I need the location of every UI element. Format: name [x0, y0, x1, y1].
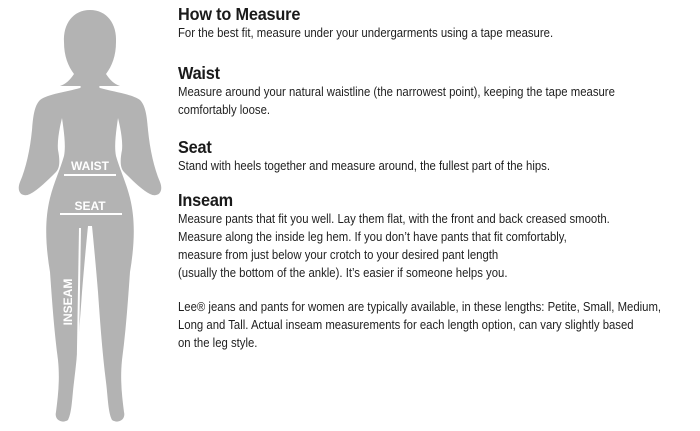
text-line: Measure along the inside leg hem. If you don’t have pants that fit comfortably,: [178, 229, 567, 244]
inseam-section: [178, 190, 696, 282]
figure-body: [19, 88, 162, 422]
text-line: Lee® jeans and pants for women are typically available, in these lengths: Petite, Small, Medium,: [178, 299, 662, 314]
text-line: Measure pants that fit you well. Lay them flat, with the front and back creased smooth.: [178, 211, 610, 226]
seat-label: SEAT: [74, 199, 106, 213]
seat-heading: Seat: [178, 137, 212, 157]
waist-label: WAIST: [71, 159, 109, 173]
how-to-measure-section: [178, 4, 696, 42]
text-line: Long and Tall. Actual inseam measurements for each length option, can vary slightly based: [178, 317, 634, 332]
seat-section: [178, 137, 696, 175]
text-line: Measure around your natural waistline (the narrowest point), keeping the tape measure: [178, 84, 615, 99]
text-line: measure from just below your crotch to your desired pant length: [178, 247, 499, 262]
text-line: For the best fit, measure under your undergarments using a tape measure.: [178, 25, 554, 40]
inseam-text: [178, 210, 694, 282]
how-to-measure-text: [178, 24, 694, 42]
text-line: (usually the bottom of the ankle). It’s easier if someone helps you.: [178, 265, 508, 280]
inseam-heading: Inseam: [178, 190, 233, 210]
inseam-label: INSEAM: [61, 278, 75, 326]
measurement-figure: [0, 0, 175, 431]
how-to-measure-heading: How to Measure: [178, 4, 301, 24]
body-silhouette-illustration: [0, 0, 175, 431]
text-line: on the leg style.: [178, 335, 258, 350]
length-note: [178, 298, 696, 352]
length-note-text: [178, 298, 694, 352]
waist-heading: Waist: [178, 63, 220, 83]
seat-text: [178, 157, 694, 175]
text-line: Stand with heels together and measure around, the fullest part of the hips.: [178, 158, 550, 173]
waist-section: [178, 63, 696, 119]
waist-text: [178, 83, 694, 119]
text-line: comfortably loose.: [178, 102, 271, 117]
